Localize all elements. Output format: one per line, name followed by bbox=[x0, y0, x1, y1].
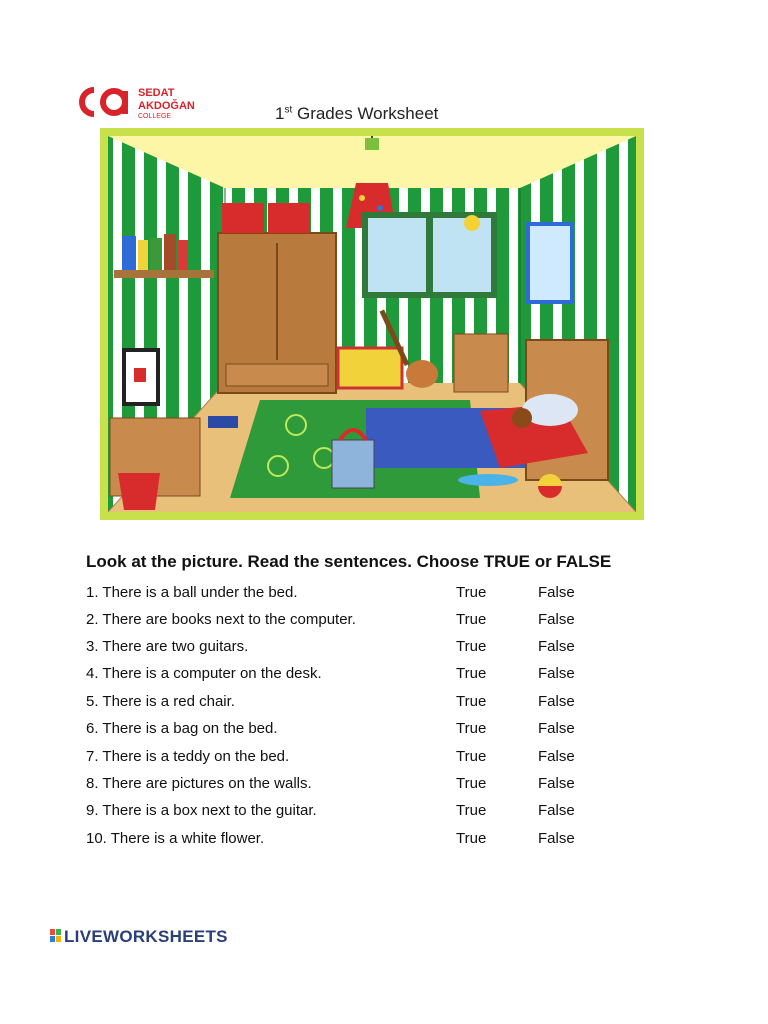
false-option[interactable]: False bbox=[538, 693, 575, 710]
question-row bbox=[86, 802, 686, 822]
bedroom-illustration bbox=[100, 128, 644, 520]
question-text: 7. There is a teddy on the bed. bbox=[86, 748, 290, 765]
liveworksheets-icon bbox=[50, 929, 62, 943]
false-option[interactable]: False bbox=[538, 584, 575, 601]
logo-line-1: SEDAT bbox=[138, 87, 175, 99]
question-row bbox=[86, 720, 686, 740]
title-ordinal: 1 bbox=[275, 104, 285, 123]
true-option[interactable]: True bbox=[456, 584, 487, 601]
question-row bbox=[86, 693, 686, 713]
false-option[interactable]: False bbox=[538, 802, 575, 819]
question-text: 8. There are pictures on the walls. bbox=[86, 775, 312, 792]
true-option[interactable]: True bbox=[456, 693, 487, 710]
question-text: 3. There are two guitars. bbox=[86, 638, 249, 655]
worksheet-title bbox=[275, 104, 438, 124]
question-text: 4. There is a computer on the desk. bbox=[86, 665, 322, 682]
question-text: 1. There is a ball under the bed. bbox=[86, 584, 298, 601]
question-row bbox=[86, 830, 686, 850]
logo-line-3: COLLEGE bbox=[138, 113, 172, 120]
question-text: 6. There is a bag on the bed. bbox=[86, 720, 278, 737]
question-row bbox=[86, 638, 686, 658]
false-option[interactable]: False bbox=[538, 638, 575, 655]
title-rest: Grades Worksheet bbox=[292, 104, 439, 123]
question-row bbox=[86, 748, 686, 768]
true-option[interactable]: True bbox=[456, 830, 487, 847]
question-row bbox=[86, 775, 686, 795]
question-row bbox=[86, 611, 686, 631]
true-option[interactable]: True bbox=[456, 720, 487, 737]
true-option[interactable]: True bbox=[456, 638, 487, 655]
true-option[interactable]: True bbox=[456, 611, 487, 628]
false-option[interactable]: False bbox=[538, 665, 575, 682]
true-option[interactable]: True bbox=[456, 802, 487, 819]
question-text: 5. There is a red chair. bbox=[86, 693, 235, 710]
question-text: 2. There are books next to the computer. bbox=[86, 611, 356, 628]
liveworksheets-text: LIVEWORKSHEETS bbox=[64, 927, 228, 946]
true-option[interactable]: True bbox=[456, 748, 487, 765]
instruction-heading: Look at the picture. Read the sentences. Choose TRUE or FALSE bbox=[86, 552, 612, 571]
true-option[interactable]: True bbox=[456, 665, 487, 682]
question-row bbox=[86, 584, 686, 604]
question-text: 9. There is a box next to the guitar. bbox=[86, 802, 317, 819]
logo-line-2: AKDOĞAN bbox=[138, 100, 195, 112]
false-option[interactable]: False bbox=[538, 748, 575, 765]
question-text: 10. There is a white flower. bbox=[86, 830, 265, 847]
true-option[interactable]: True bbox=[456, 775, 487, 792]
false-option[interactable]: False bbox=[538, 775, 575, 792]
false-option[interactable]: False bbox=[538, 611, 575, 628]
college-logo bbox=[72, 82, 222, 122]
false-option[interactable]: False bbox=[538, 720, 575, 737]
question-row bbox=[86, 665, 686, 685]
title-superscript: st bbox=[284, 104, 293, 116]
false-option[interactable]: False bbox=[538, 830, 575, 847]
